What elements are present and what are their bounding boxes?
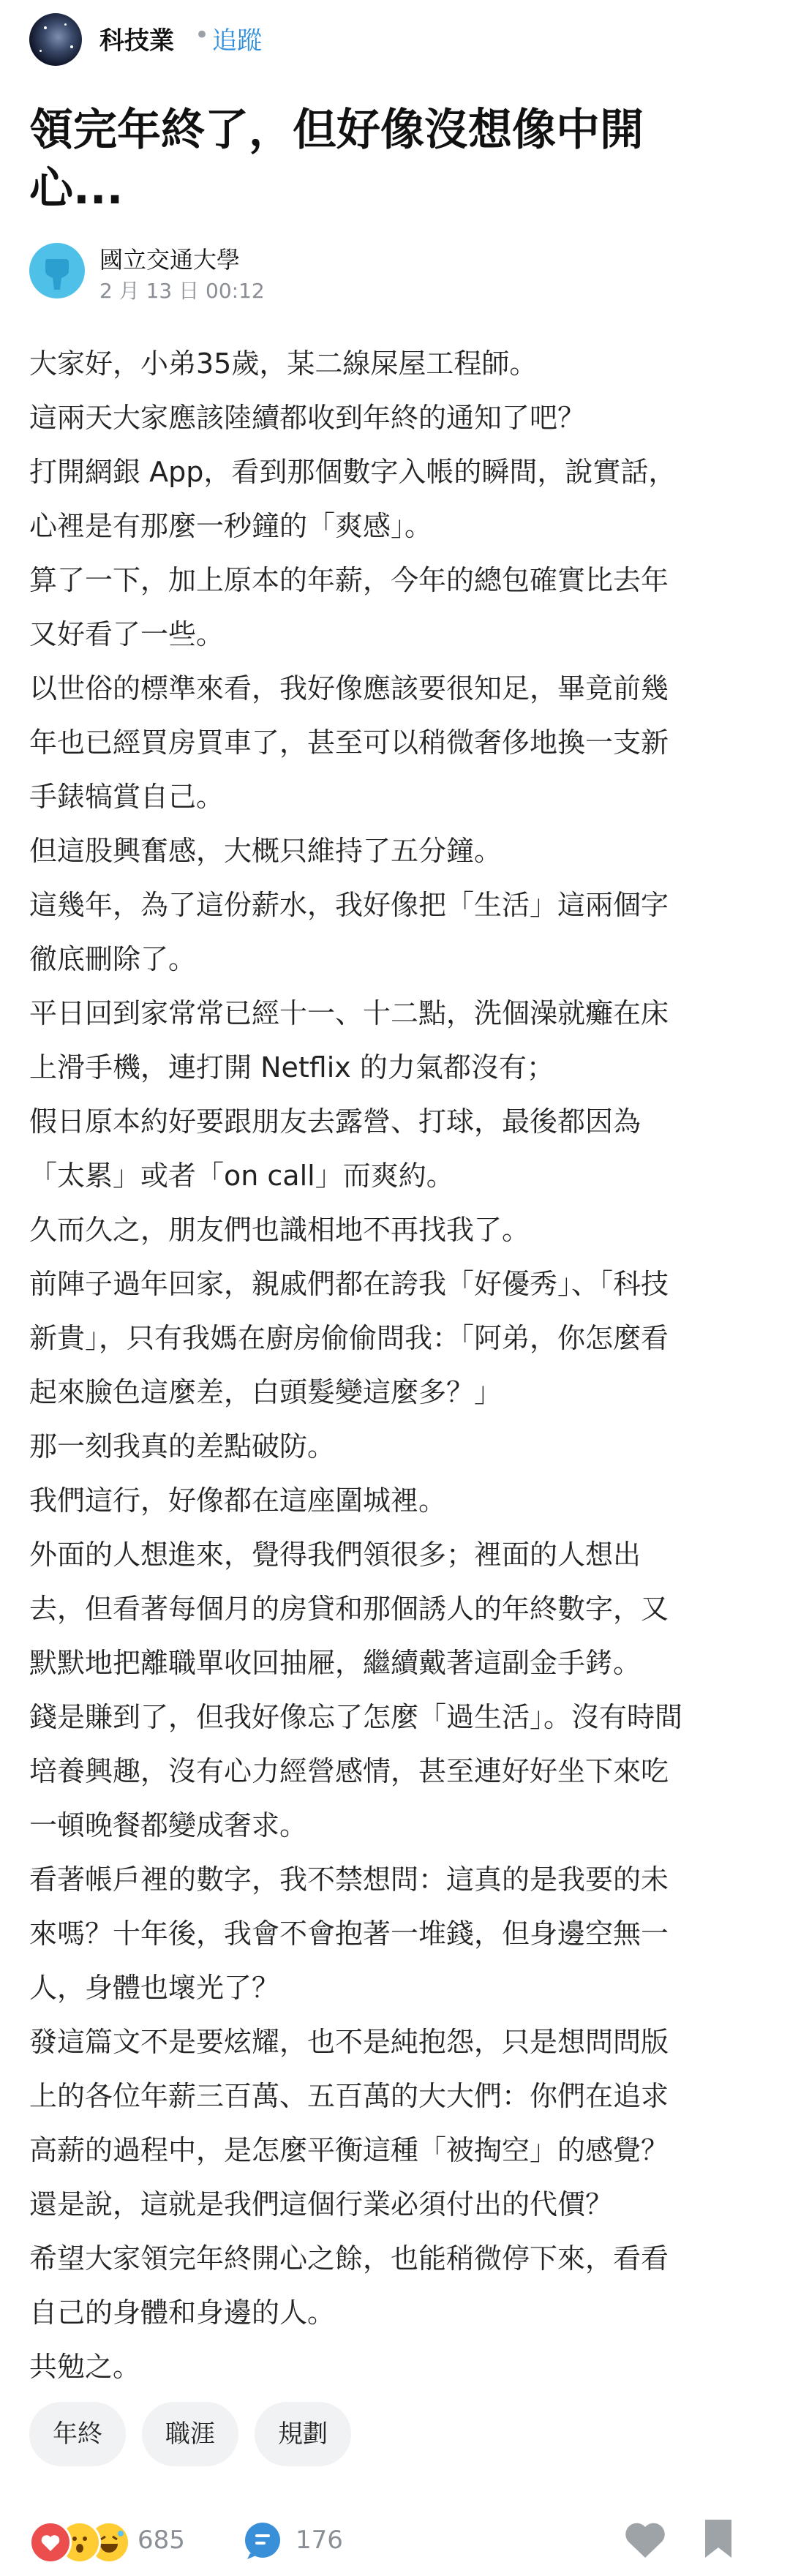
content-line: 平日回到家常常已經十一、十二點，洗個澡就癱在床: [29, 997, 669, 1029]
content-line: 還是說，這就是我們這個行業必須付出的代價？: [29, 2188, 614, 2220]
content-line: 假日原本約好要跟朋友去露營、打球，最後都因為: [29, 1105, 642, 1138]
post-content: [29, 337, 768, 2394]
content-line: 上滑手機，連打開 Netflix 的力氣都沒有；: [29, 1051, 554, 1084]
board-avatar[interactable]: [29, 13, 82, 66]
content-line: 但這股興奮感，大概只維持了五分鐘。: [29, 835, 503, 867]
post-title-line: 心...: [29, 163, 124, 214]
content-line: 錢是賺到了，但我好像忘了怎麼「過生活」。沒有時間: [29, 1701, 683, 1733]
content-line: 打開網銀 App，看到那個數字入帳的瞬間，說實話，: [29, 456, 677, 488]
content-line: 我們這行，好像都在這座圍城裡。: [29, 1484, 447, 1517]
author-name[interactable]: 國立交通大學: [99, 246, 241, 274]
content-line: 高薪的過程中，是怎麼平衡這種「被掏空」的感覺？: [29, 2134, 669, 2166]
content-line: 「太累」或者「on call」而爽約。: [29, 1160, 454, 1192]
post-title-line: 領完年終了，但好像沒想像中開: [29, 105, 644, 156]
author-avatar[interactable]: [29, 243, 85, 298]
anonymous-user-icon: [29, 243, 85, 298]
bookmark-icon[interactable]: [702, 2517, 734, 2561]
content-line: 希望大家領完年終開心之餘，也能稍微停下來，看看: [29, 2242, 669, 2275]
comment-icon: [241, 2520, 284, 2562]
content-line: 久而久之，朋友們也識相地不再找我了。: [29, 1214, 530, 1246]
content-line: 默默地把離職單收回抽屜，繼續戴著這副金手銬。: [29, 1647, 642, 1679]
content-line: 看著帳戶裡的數字，我不禁想問：這真的是我要的未: [29, 1863, 669, 1896]
content-line: 那一刻我真的差點破防。: [29, 1430, 336, 1462]
content-line: 又好看了一些。: [29, 618, 225, 650]
content-line: 這幾年，為了這份薪水，我好像把「生活」這兩個字: [29, 889, 669, 921]
separator-dot: •: [195, 20, 210, 50]
content-line: 大家好，小弟35歲，某二線屎屋工程師。: [29, 348, 538, 380]
reaction-count: 685: [138, 2526, 185, 2555]
tag-list: [29, 2402, 351, 2466]
board-name[interactable]: 科技業: [99, 26, 174, 56]
content-line: 這兩天大家應該陸續都收到年終的通知了吧？: [29, 402, 586, 434]
content-line: 共勉之。: [29, 2351, 141, 2383]
tag-chip[interactable]: 年終: [29, 2402, 126, 2466]
content-line: 上的各位年薪三百萬、五百萬的大大們：你們在追求: [29, 2080, 669, 2112]
post-title: [29, 101, 761, 218]
content-line: 一頓晚餐都變成奢求。: [29, 1809, 308, 1841]
tag-chip[interactable]: 職涯: [142, 2402, 238, 2466]
content-line: 以世俗的標準來看，我好像應該要很知足，畢竟前幾: [29, 672, 669, 705]
content-line: 算了一下，加上原本的年薪，今年的總包確實比去年: [29, 564, 669, 596]
post-footer: [0, 2502, 790, 2576]
like-heart-icon[interactable]: [623, 2520, 667, 2561]
tag-chip[interactable]: 規劃: [255, 2402, 351, 2466]
content-line: 培養興趣，沒有心力經營感情，甚至連好好坐下來吃: [29, 1755, 669, 1787]
content-line: 去，但看著每個月的房貸和那個誘人的年終數字，又: [29, 1593, 669, 1625]
content-line: 人，身體也壞光了？: [29, 1972, 280, 2004]
content-line: 心裡是有那麼一秒鐘的「爽感」。: [29, 510, 433, 542]
content-line: 來嗎？十年後，我會不會抱著一堆錢，但身邊空無一: [29, 1918, 669, 1950]
content-line: 外面的人想進來，覺得我們領很多；裡面的人想出: [29, 1539, 642, 1571]
content-line: 新貴」，只有我媽在廚房偷偷問我：「阿弟，你怎麼看: [29, 1322, 669, 1354]
heart-reaction-icon: [29, 2521, 72, 2564]
content-line: 年也已經買房買車了，甚至可以稍微奢侈地換一支新: [29, 726, 669, 759]
content-line: 自己的身體和身邊的人。: [29, 2297, 336, 2329]
content-line: 徹底刪除了。: [29, 943, 197, 975]
board-header: [0, 0, 790, 76]
content-line: 手錶犒賞自己。: [29, 781, 225, 813]
comment-count: 176: [296, 2526, 343, 2555]
follow-button[interactable]: 追蹤: [212, 26, 262, 56]
content-line: 起來臉色這麼差，白頭髮變這麼多？」: [29, 1376, 503, 1408]
content-line: 前陣子過年回家，親戚們都在誇我「好優秀」、「科技: [29, 1268, 669, 1300]
content-line: 發這篇文不是要炫耀，也不是純抱怨，只是想問問版: [29, 2026, 669, 2058]
post-timestamp: 2 月 13 日 00:12: [99, 279, 265, 303]
